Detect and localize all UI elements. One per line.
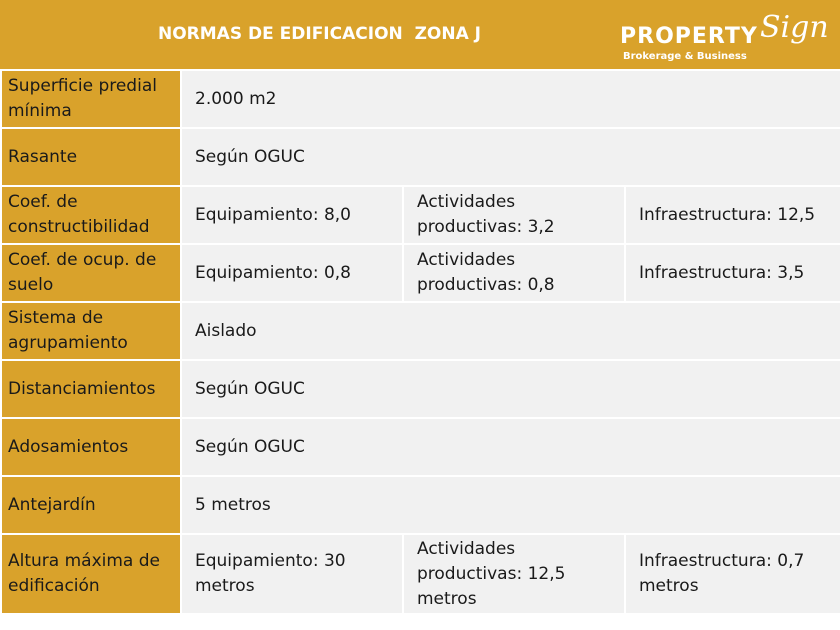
- table-row: [1, 186, 840, 244]
- row-value: Según OGUC: [181, 418, 840, 476]
- actividades-cell: Actividades productivas: 0,8: [403, 244, 625, 302]
- actividades-cell: Actividades productivas: 3,2: [403, 186, 625, 244]
- row-label: Sistema de agrupamiento: [1, 302, 181, 360]
- infraestructura-cell: Infraestructura: 0,7 metros: [625, 534, 840, 614]
- row-label: Distanciamientos: [1, 360, 181, 418]
- row-value: 2.000 m2: [181, 70, 840, 128]
- row-value: Aislado: [181, 302, 840, 360]
- row-label: Adosamientos: [1, 418, 181, 476]
- table-row: [1, 418, 840, 476]
- row-label: Coef. de ocup. de suelo: [1, 244, 181, 302]
- infraestructura-cell: Infraestructura: 12,5: [625, 186, 840, 244]
- table-row: [1, 244, 840, 302]
- property-sign-logo: [620, 12, 830, 64]
- equipamiento-cell: Equipamiento: 8,0: [181, 186, 403, 244]
- logo-script: Sign: [760, 10, 829, 45]
- table-row: [1, 476, 840, 534]
- row-label: Rasante: [1, 128, 181, 186]
- logo-wordmark: PROPERTY: [620, 24, 758, 49]
- row-label: Coef. de constructibilidad: [1, 186, 181, 244]
- actividades-cell: Actividades productivas: 12,5 metros: [403, 534, 625, 614]
- norms-table: [0, 69, 840, 615]
- row-value: Según OGUC: [181, 360, 840, 418]
- table-row: [1, 360, 840, 418]
- page-title: NORMAS DE EDIFICACION ZONA J: [158, 24, 481, 44]
- header-bar: [0, 0, 840, 69]
- equipamiento-cell: Equipamiento: 30 metros: [181, 534, 403, 614]
- logo-tagline: Brokerage & Business: [623, 51, 747, 62]
- table-row: [1, 302, 840, 360]
- row-value: Según OGUC: [181, 128, 840, 186]
- row-value: 5 metros: [181, 476, 840, 534]
- table-row: [1, 128, 840, 186]
- infraestructura-cell: Infraestructura: 3,5: [625, 244, 840, 302]
- table-row: [1, 534, 840, 614]
- table-row: [1, 70, 840, 128]
- row-label: Altura máxima de edificación: [1, 534, 181, 614]
- row-label: Antejardín: [1, 476, 181, 534]
- row-label: Superficie predial mínima: [1, 70, 181, 128]
- equipamiento-cell: Equipamiento: 0,8: [181, 244, 403, 302]
